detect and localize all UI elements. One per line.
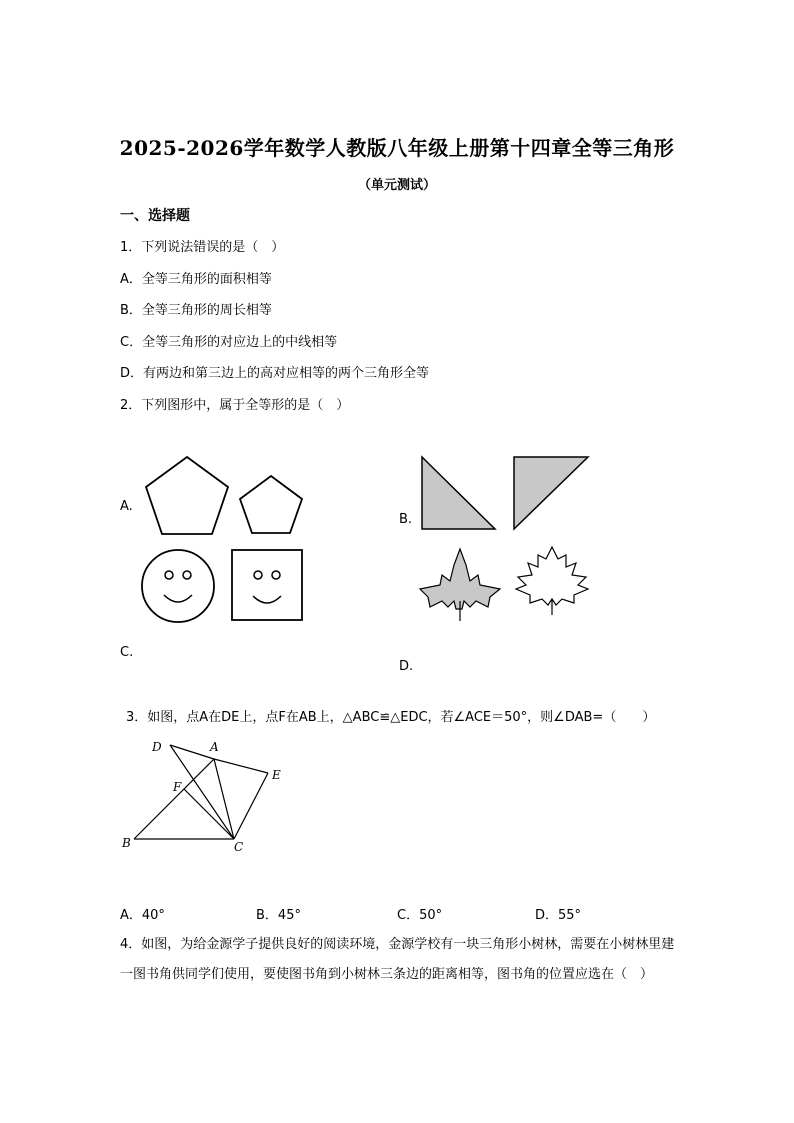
q2-stem: 2．下列图形中，属于全等形的是（ ） bbox=[120, 398, 350, 413]
q3-option-d: D．55° bbox=[535, 908, 582, 923]
segment-AC bbox=[214, 759, 234, 839]
q3-stem: 3．如图，点A在DE上，点F在AB上，△ABC≌△EDC，若∠ACE＝50°，则∠DAB=（ ） bbox=[126, 710, 656, 725]
q3-geometry-figure bbox=[118, 735, 298, 855]
segment-EC bbox=[234, 773, 268, 839]
section-heading: 一、选择题 bbox=[120, 208, 190, 224]
q2-figure-a-pentagons bbox=[140, 452, 310, 537]
point-label-A: A bbox=[210, 740, 219, 754]
shaded-leaf bbox=[420, 549, 500, 621]
q4-text: 4．如图，为给金源学子提供良好的阅读环境，金源学校有一块三角形小树林，需要在小树林里建一图书角供同学们使用，要使图书角到小树林三条边的距离相等，图书角的位置应选在（ ） bbox=[120, 937, 675, 982]
smiley-square bbox=[232, 550, 302, 620]
q1-stem: 1．下列说法错误的是（ ） bbox=[120, 240, 285, 255]
q2-figure-c-faces bbox=[140, 545, 310, 630]
point-label-E: E bbox=[272, 768, 281, 782]
q3-option-b: B．45° bbox=[256, 908, 301, 923]
q3-option-a: A．40° bbox=[120, 908, 165, 923]
segment-FC bbox=[184, 789, 234, 839]
q2-label-c: C. bbox=[120, 645, 134, 660]
page-subtitle: （单元测试） bbox=[357, 178, 436, 193]
smiley-circle bbox=[142, 550, 214, 622]
small-pentagon bbox=[240, 476, 302, 533]
q1-option-d: D．有两边和第三边上的高对应相等的两个三角形全等 bbox=[120, 366, 430, 381]
q2-figure-d-leaves bbox=[420, 545, 595, 625]
q3-option-c: C．50° bbox=[397, 908, 443, 923]
point-label-C: C bbox=[234, 840, 244, 854]
q2-label-b: B. bbox=[399, 512, 413, 527]
q2-figure-b-triangles bbox=[418, 455, 593, 535]
point-label-B: B bbox=[122, 836, 131, 850]
large-pentagon bbox=[146, 457, 228, 534]
outline-leaf bbox=[516, 547, 588, 615]
q1-option-c: C．全等三角形的对应边上的中线相等 bbox=[120, 335, 338, 350]
shaded-right-triangle-2 bbox=[514, 457, 588, 529]
page-title: 2025-2026学年数学人教版八年级上册第十四章全等三角形 bbox=[119, 136, 675, 160]
segment-DE bbox=[170, 745, 268, 773]
point-label-F: F bbox=[173, 780, 182, 794]
point-label-D: D bbox=[152, 740, 162, 754]
segment-BA bbox=[134, 759, 214, 839]
q1-option-a: A．全等三角形的面积相等 bbox=[120, 272, 272, 287]
q2-label-d: D. bbox=[399, 659, 414, 674]
shaded-right-triangle-1 bbox=[422, 457, 495, 529]
q1-option-b: B．全等三角形的周长相等 bbox=[120, 303, 272, 318]
q2-label-a: A. bbox=[120, 499, 133, 514]
